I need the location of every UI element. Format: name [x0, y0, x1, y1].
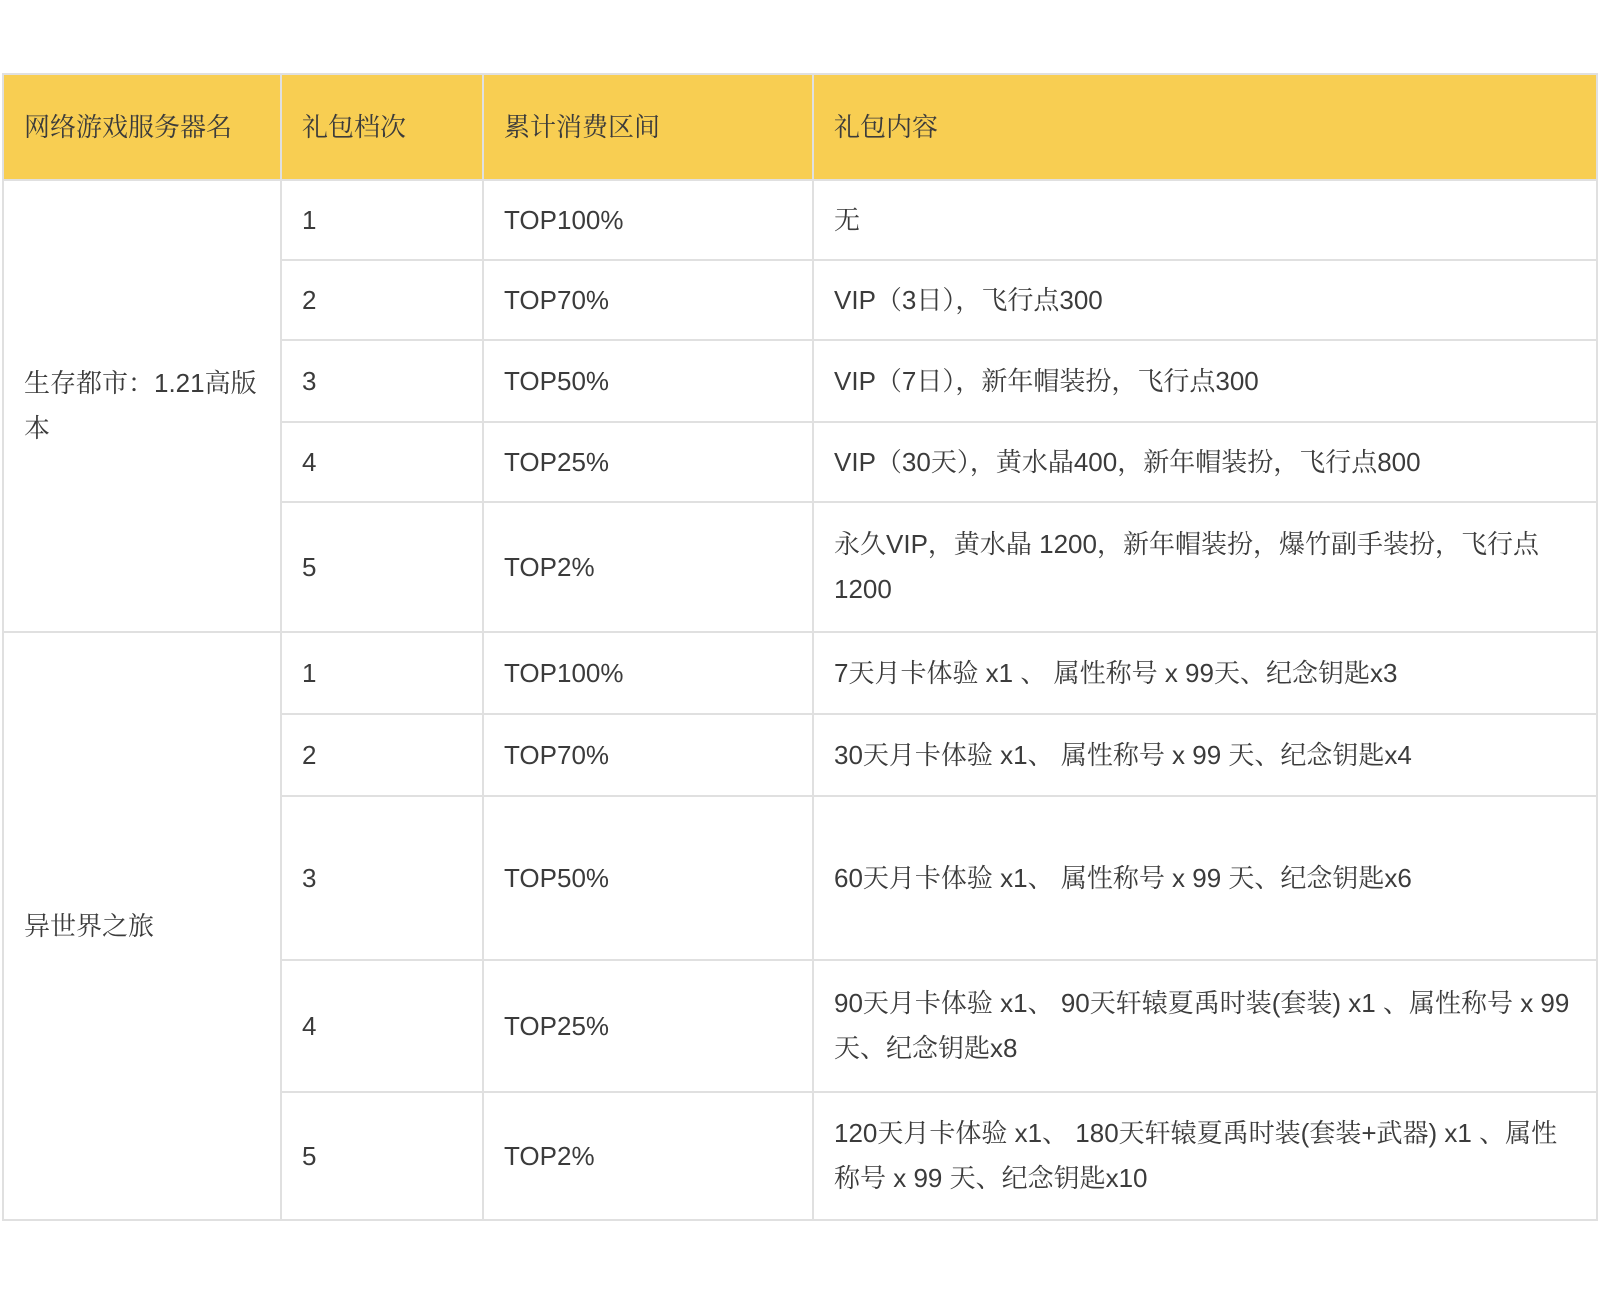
- tier-cell: 1: [281, 180, 483, 260]
- range-cell: TOP50%: [483, 340, 813, 422]
- content-cell: VIP（30天），黄水晶400，新年帽装扮，飞行点800: [813, 422, 1597, 502]
- content-cell: 永久VIP，黄水晶 1200，新年帽装扮，爆竹副手装扮，飞行点1200: [813, 502, 1597, 632]
- range-cell: TOP70%: [483, 714, 813, 796]
- tier-cell: 1: [281, 632, 483, 714]
- content-cell: 30天月卡体验 x1、 属性称号 x 99 天、纪念钥匙x4: [813, 714, 1597, 796]
- range-cell: TOP50%: [483, 796, 813, 960]
- table-row: [3, 632, 1597, 714]
- range-cell: TOP25%: [483, 422, 813, 502]
- range-cell: TOP2%: [483, 502, 813, 632]
- tier-cell: 4: [281, 422, 483, 502]
- range-cell: TOP2%: [483, 1092, 813, 1220]
- range-cell: TOP70%: [483, 260, 813, 340]
- content-cell: 90天月卡体验 x1、 90天轩辕夏禹时装(套装) x1 、属性称号 x 99 天、纪念钥匙x8: [813, 960, 1597, 1092]
- content-cell: 无: [813, 180, 1597, 260]
- range-cell: TOP25%: [483, 960, 813, 1092]
- server-name-cell: 生存都市：1.21高版本: [3, 180, 281, 632]
- content-cell: 120天月卡体验 x1、 180天轩辕夏禹时装(套装+武器) x1 、属性称号 x 99 天、纪念钥匙x10: [813, 1092, 1597, 1220]
- content-cell: 7天月卡体验 x1 、 属性称号 x 99天、纪念钥匙x3: [813, 632, 1597, 714]
- tier-cell: 4: [281, 960, 483, 1092]
- table-row: [3, 180, 1597, 260]
- range-cell: TOP100%: [483, 180, 813, 260]
- content-cell: 60天月卡体验 x1、 属性称号 x 99 天、纪念钥匙x6: [813, 796, 1597, 960]
- column-header-package-tier: 礼包档次: [281, 74, 483, 180]
- column-header-package-content: 礼包内容: [813, 74, 1597, 180]
- header-row: [3, 74, 1597, 180]
- tier-cell: 5: [281, 1092, 483, 1220]
- gift-package-table: [2, 73, 1598, 1221]
- content-cell: VIP（7日），新年帽装扮，飞行点300: [813, 340, 1597, 422]
- content-cell: VIP（3日），飞行点300: [813, 260, 1597, 340]
- server-name-cell: 异世界之旅: [3, 632, 281, 1220]
- range-cell: TOP100%: [483, 632, 813, 714]
- tier-cell: 2: [281, 714, 483, 796]
- tier-cell: 3: [281, 340, 483, 422]
- column-header-consumption-range: 累计消费区间: [483, 74, 813, 180]
- column-header-server-name: 网络游戏服务器名: [3, 74, 281, 180]
- tier-cell: 5: [281, 502, 483, 632]
- tier-cell: 3: [281, 796, 483, 960]
- tier-cell: 2: [281, 260, 483, 340]
